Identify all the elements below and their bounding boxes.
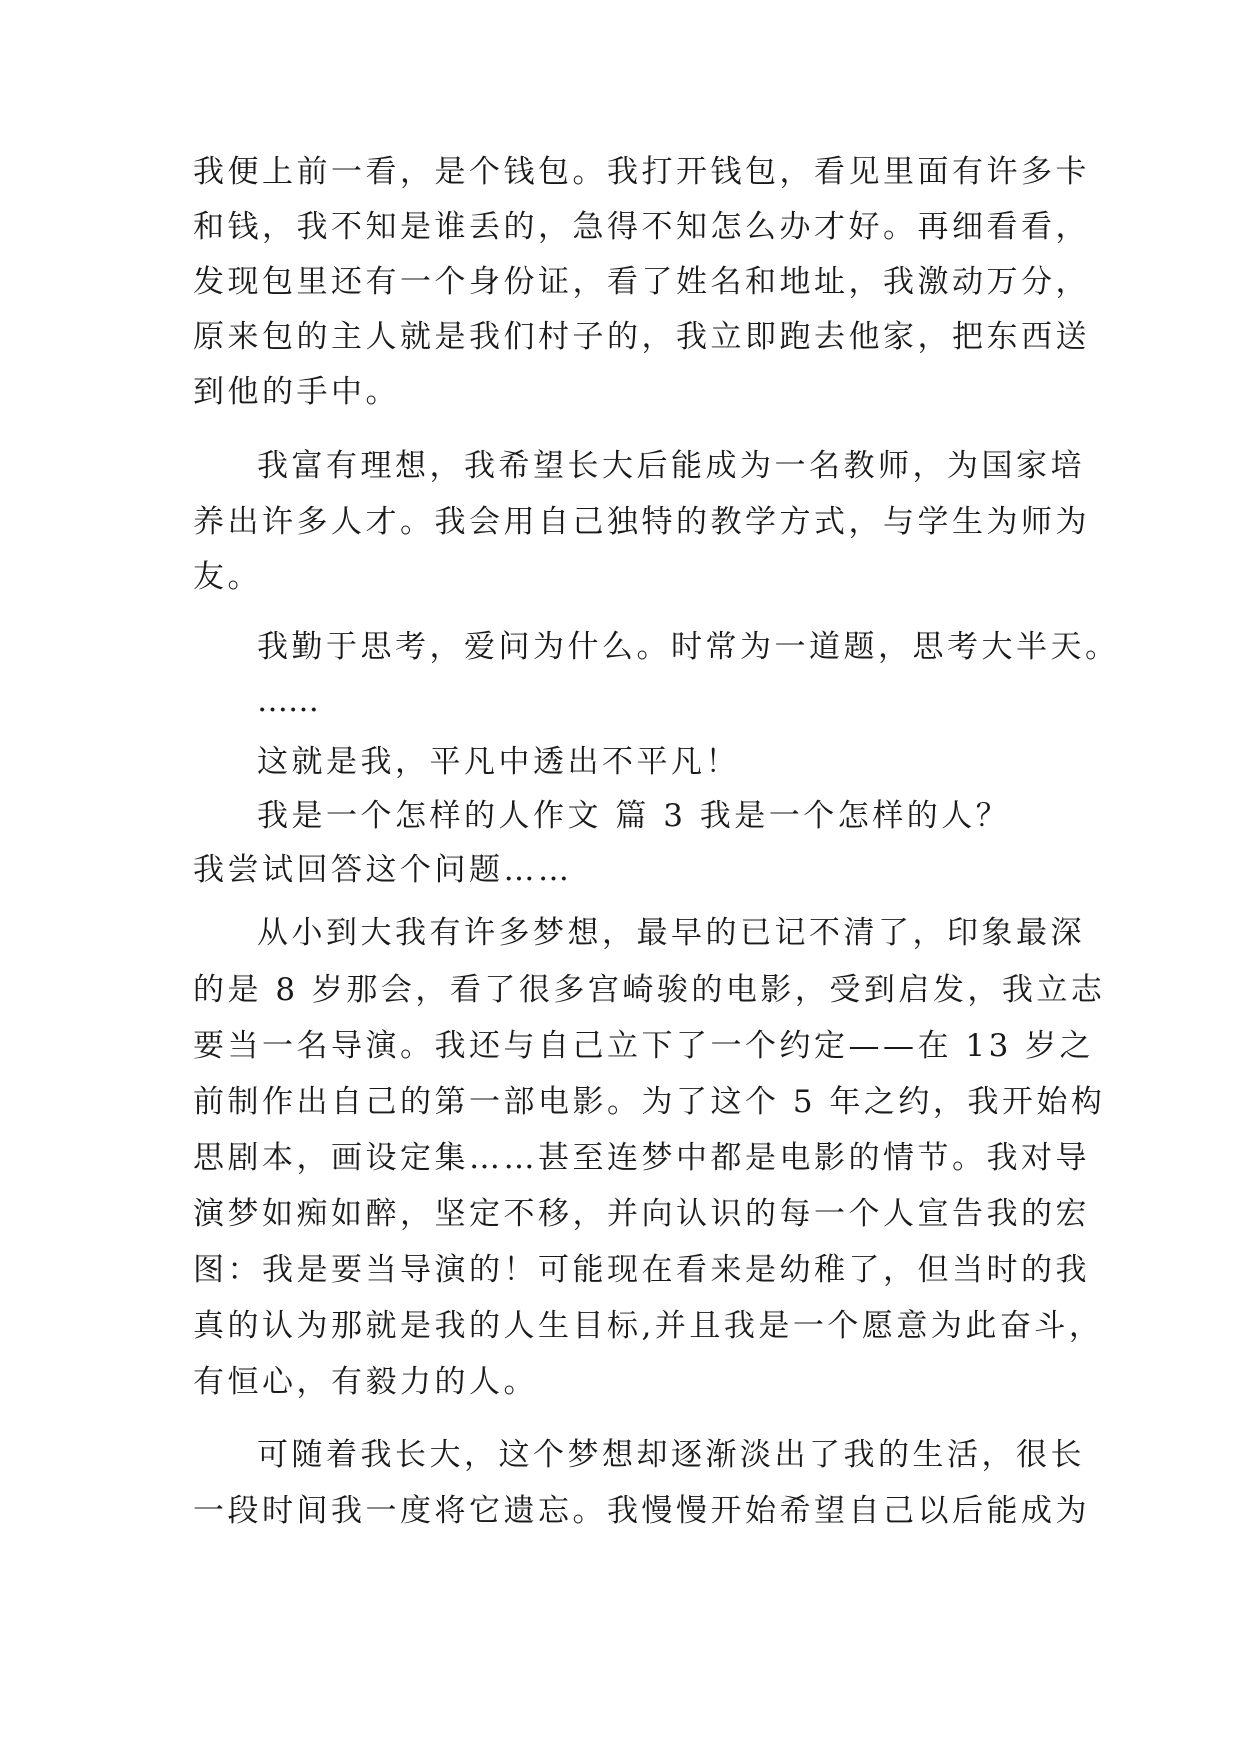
text-line: 这就是我，平凡中透出不平凡！: [257, 744, 740, 780]
text-line: 图：我是要当导演的！可能现在看来是幼稚了，但当时的我: [193, 1252, 1090, 1288]
text-line: 思剧本，画设定集……甚至连梦中都是电影的情节。我对导: [193, 1140, 1090, 1176]
text-line: 真的认为那就是我的人生目标,并且我是一个愿意为此奋斗，: [193, 1308, 1104, 1344]
text-line: 我富有理想，我希望长大后能成为一名教师，为国家培: [257, 448, 1085, 484]
text-line: 原来包的主人就是我们村子的，我立即跑去他家，把东西送: [193, 319, 1090, 355]
text-line: 可随着我长大，这个梦想却逐渐淡出了我的生活，很长: [257, 1437, 1085, 1473]
text-line: 友。: [193, 559, 262, 595]
text-line: 我便上前一看，是个钱包。我打开钱包，看见里面有许多卡: [193, 154, 1090, 190]
text-line: 我勤于思考，爱问为什么。时常为一道题，思考大半天。: [257, 629, 1120, 665]
text-line: 从小到大我有许多梦想，最早的已记不清了，印象最深: [257, 915, 1085, 951]
text-line: 和钱，我不知是谁丢的，急得不知怎么办才好。再细看看，: [193, 209, 1090, 245]
text-line: 前制作出自己的第一部电影。为了这个 5 年之约，我开始构: [193, 1084, 1106, 1120]
text-line: 演梦如痴如醉，坚定不移，并向认识的每一个人宣告我的宏: [193, 1196, 1090, 1232]
text-line: 发现包里还有一个身份证，看了姓名和地址，我激动万分，: [193, 264, 1090, 300]
ellipsis-line: ……: [257, 683, 319, 719]
text-line: 我尝试回答这个问题……: [193, 852, 573, 888]
text-line: 有恒心，有毅力的人。: [193, 1364, 538, 1400]
text-line: 的是 8 岁那会，看了很多宫崎骏的电影，受到启发，我立志: [193, 972, 1106, 1008]
text-line: 一段时间我一度将它遗忘。我慢慢开始希望自己以后能成为: [193, 1493, 1090, 1529]
text-line: 到他的手中。: [193, 374, 400, 410]
section-heading-line: 我是一个怎样的人作文 篇 3 我是一个怎样的人？: [257, 798, 1011, 834]
text-line: 要当一名导演。我还与自己立下了一个约定——在 13 岁之: [193, 1028, 1095, 1064]
text-line: 养出许多人才。我会用自己独特的教学方式，与学生为师为: [193, 504, 1090, 540]
